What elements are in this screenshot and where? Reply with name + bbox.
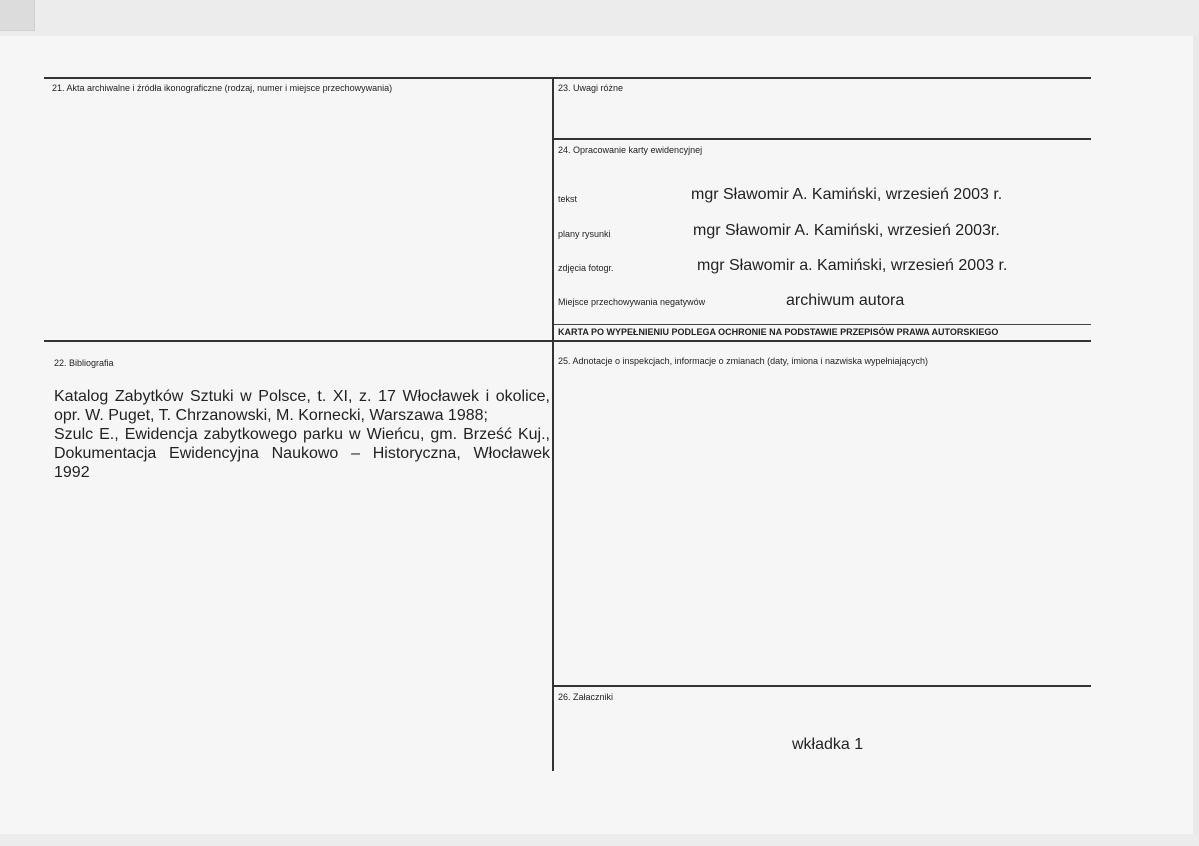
rule-top — [44, 77, 1091, 79]
section-22-label: 22. Bibliografia — [54, 358, 114, 368]
scan-right-edge — [1193, 36, 1199, 846]
section-23-label: 23. Uwagi różne — [558, 83, 624, 93]
bibliography-line: Szulc E., Ewidencja zabytkowego parku w Wieńcu, gm. Brześć Kuj., — [54, 426, 550, 443]
row-value-plany-rysunki: mgr Sławomir A. Kamiński, wrzesień 2003r. — [693, 222, 1000, 239]
bibliography-line: Dokumentacja Ewidencyjna Naukowo – Historyczna, Włocławek — [54, 445, 550, 462]
attachment-value: wkładka 1 — [792, 736, 864, 753]
section-25-label: 25. Adnotacje o inspekcjach, informacje o zmianach (daty, imiona i nazwiska wypełniających) — [558, 356, 929, 366]
section-21-label: 21. Akta archiwalne i źródła ikonograficzne (rodzaj, numer i miejsce przechowywania) — [52, 83, 393, 93]
row-value-negatywy: archiwum autora — [786, 292, 905, 309]
row-label-negatywy: Miejsce przechowywania negatywów — [558, 297, 706, 307]
rule-section-26-top — [554, 685, 1091, 687]
copyright-notice: KARTA PO WYPEŁNIENIU PODLEGA OCHRONIE NA PODSTAWIE PRZEPISÓW PRAWA AUTORSKIEGO — [558, 327, 999, 337]
rule-above-copyright — [554, 324, 1091, 325]
rule-middle — [44, 340, 1091, 342]
scan-top-strip — [0, 0, 1199, 36]
row-label-plany-rysunki: plany rysunki — [558, 229, 611, 239]
row-value-tekst: mgr Sławomir A. Kamiński, wrzesień 2003 r. — [691, 186, 1003, 203]
scan-bottom-edge — [0, 834, 1199, 846]
section-26-label: 26. Załaczniki — [558, 692, 614, 702]
row-label-tekst: tekst — [558, 194, 578, 204]
bibliography-line: opr. W. Puget, T. Chrzanowski, M. Kornecki, Warszawa 1988; — [54, 407, 488, 424]
row-value-zdjecia: mgr Sławomir a. Kamiński, wrzesień 2003 r. — [697, 257, 1008, 274]
bibliography-line: Katalog Zabytków Sztuki w Polsce, t. XI, z. 17 Włocławek i okolice, — [54, 388, 550, 405]
bibliography-text — [54, 387, 550, 482]
column-divider — [552, 77, 554, 771]
bibliography-line: 1992 — [54, 464, 90, 481]
section-24-label: 24. Opracowanie karty ewidencyjnej — [558, 145, 703, 155]
row-label-zdjecia: zdjęcia fotogr. — [558, 263, 614, 273]
scan-corner-mark — [0, 0, 35, 31]
rule-section-24-top — [554, 138, 1091, 140]
